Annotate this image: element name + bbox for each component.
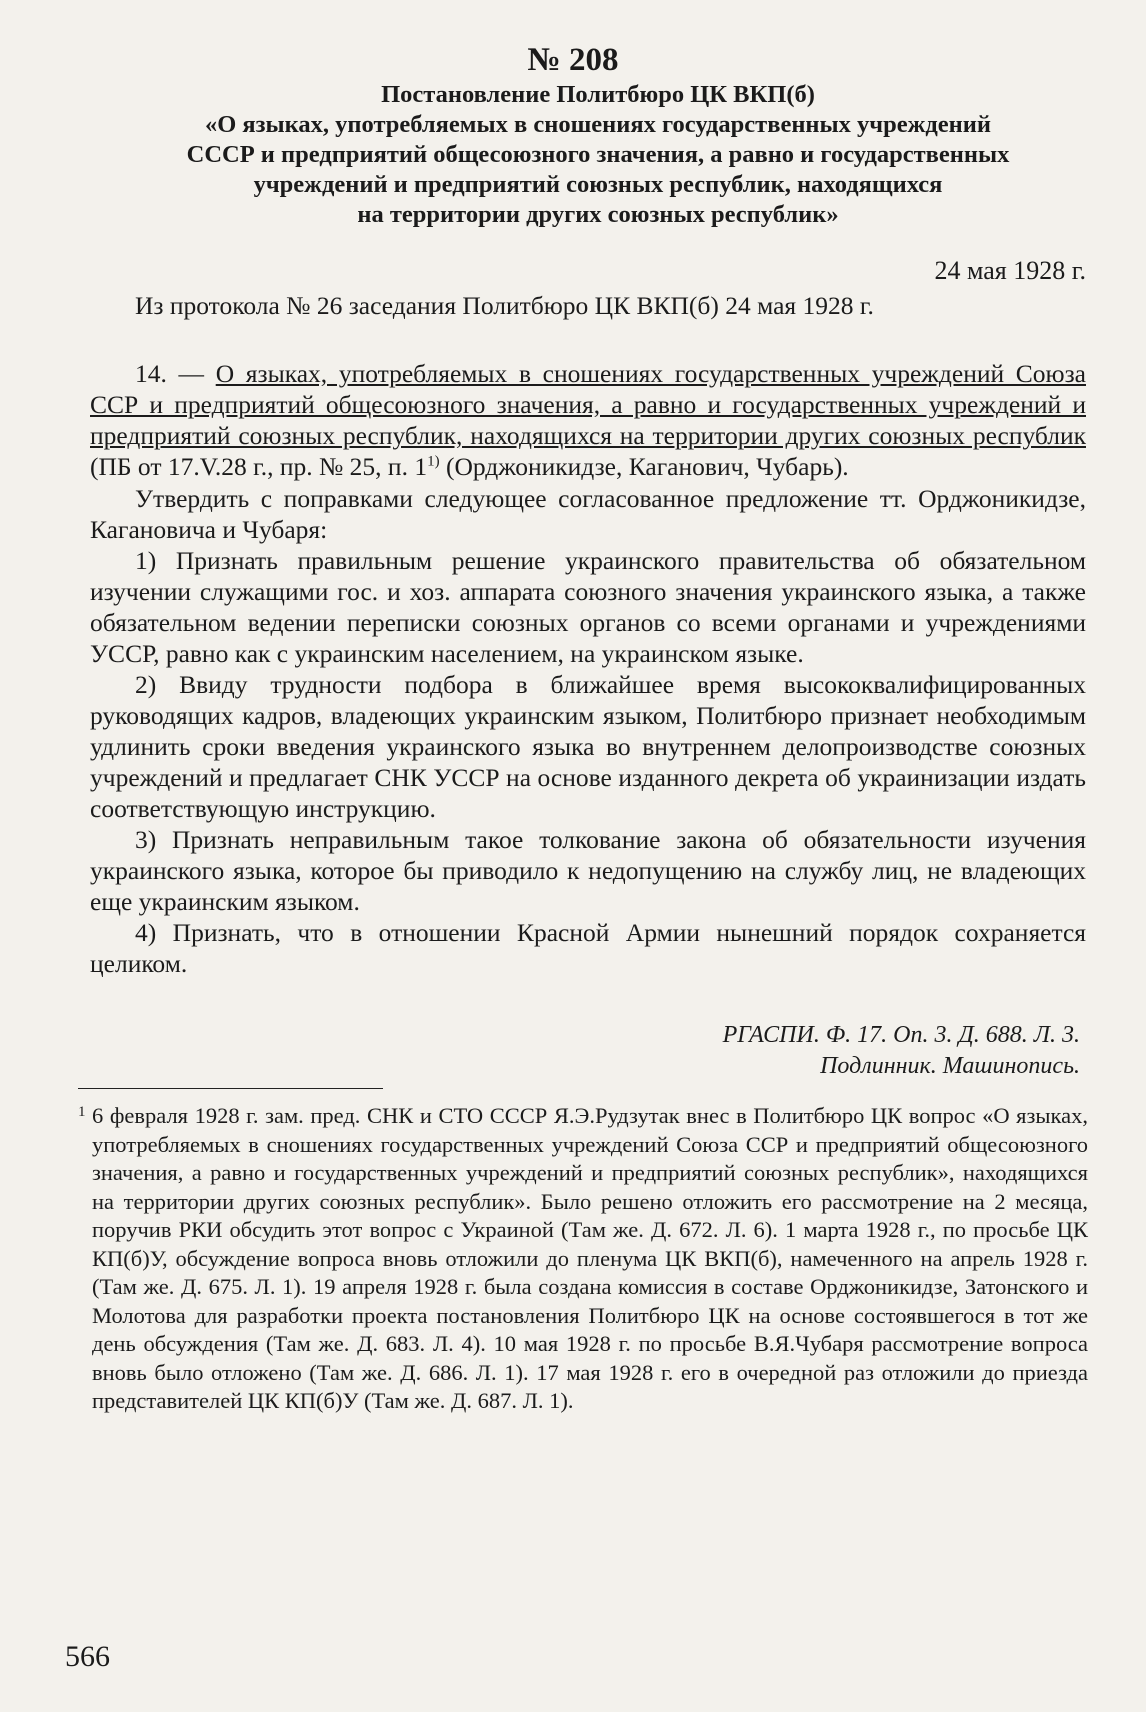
agenda-item-paragraph <box>90 358 1086 482</box>
protocol-line <box>90 290 1086 321</box>
footnote-divider <box>78 1088 383 1089</box>
item-reference: (ПБ от 17.V.28 г., пр. № 25, п. 1 <box>90 452 428 481</box>
agenda-item <box>90 358 1086 482</box>
point-paragraph: 3) Признать неправильным такое толкование закона об обязательности изучения украинского языка, которое бы приводило к недопущению на службу лиц, не владеющих еще украинским языком. <box>90 825 1086 916</box>
title-line: Постановление Политбюро ЦК ВКП(б) <box>381 81 815 108</box>
footnote-ref: 1) <box>427 453 440 470</box>
point-paragraph: 1) Признать правильным решение украинского правительства об обязательном изучении служащими гос. и хоз. аппарата союзного значения украинского языка, а также обязательном ведении переписки союзных органов со всеми органами и учреждениями УССР, равно как с украинским населением, на украинском языке. <box>90 546 1086 668</box>
title-line: учреждений и предприятий союзных республик, находящихся <box>253 171 943 198</box>
title-line: «О языках, употребляемых в сношениях государственных учреждений <box>205 111 991 138</box>
title-line: СССР и предприятий общесоюзного значения, а равно и государственных <box>186 141 1010 168</box>
resolution-body <box>90 483 1086 979</box>
item-number: 14. — <box>135 359 216 388</box>
archive-source <box>723 1020 1080 1082</box>
title-line: на территории других союзных республик» <box>357 201 839 228</box>
point-paragraph: 2) Ввиду трудности подбора в ближайшее время высококвалифицированных руководящих кадров, владеющих украинским языком, Политбюро признает необходимым удлинить сроки введения украинского языка во внутреннем делопроизводстве союзных учреждений и предлагает СНК УССР на основе изданного декрета об украинизации издать соответствующую инструкцию. <box>90 670 1086 823</box>
source-note: Подлинник. Машинопись. <box>820 1053 1080 1079</box>
page-number: 566 <box>65 1640 110 1673</box>
footnote <box>78 1102 1088 1416</box>
document-date: 24 мая 1928 г. <box>934 256 1086 285</box>
source-citation: РГАСПИ. Ф. 17. Оп. 3. Д. 688. Л. 3. <box>722 1022 1080 1048</box>
point-paragraph: 4) Признать, что в отношении Красной Армии нынешний порядок сохраняется целиком. <box>90 918 1086 978</box>
document-number: № 208 <box>527 42 619 78</box>
document-title <box>110 80 1086 230</box>
footnote-marker: 1 <box>78 1104 86 1120</box>
item-authors: (Орджоникидзе, Каганович, Чубарь). <box>439 452 849 481</box>
intro-paragraph: Утвердить с поправками следующее согласованное предложение тт. Орджоникидзе, Кагановича и Чубаря: <box>90 484 1086 544</box>
item-title: О языках, употребляемых в сношениях государственных учреждений Союза ССР и предприятий общесоюзного значения, а равно и государственных учреждений и предприятий союзных республик, находящихся на территории других союзных республик <box>90 359 1086 450</box>
protocol-text: Из протокола № 26 заседания Политбюро ЦК ВКП(б) 24 мая 1928 г. <box>135 291 874 320</box>
footnote-text: 6 февраля 1928 г. зам. пред. СНК и СТО СССР Я.Э.Рудзутак внес в Политбюро ЦК вопрос «О языках, употребляемых в сношениях государственных учреждений Союза ССР и предприятий общесоюзного значения, а равно и государственных учреждений и предприятий союзных республик», находящихся на территории других союзных республик». Было решено отложить его рассмотрение на 2 месяца, поручив РКИ обсудить этот вопрос с Украиной (Там же. Д. 672. Л. 6). 1 марта 1928 г., по просьбе ЦК КП(б)У, обсуждение вопроса вновь отложили до пленума ЦК ВКП(б), намеченного на апрель 1928 г. (Там же. Д. 675. Л. 1). 19 апреля 1928 г. была создана комиссия в составе Орджоникидзе, Затонского и Молотова для разработки проекта постановления Политбюро ЦК на основе состоявшегося в тот же день обсуждения (Там же. Д. 683. Л. 4). 10 мая 1928 г. по просьбе В.Я.Чубаря рассмотрение вопроса вновь было отложено (Там же. Д. 686. Л. 1). 17 мая 1928 г. его в очередной раз отложили до приезда представителей ЦК КП(б)У (Там же. Д. 687. Л. 1). <box>92 1103 1088 1413</box>
